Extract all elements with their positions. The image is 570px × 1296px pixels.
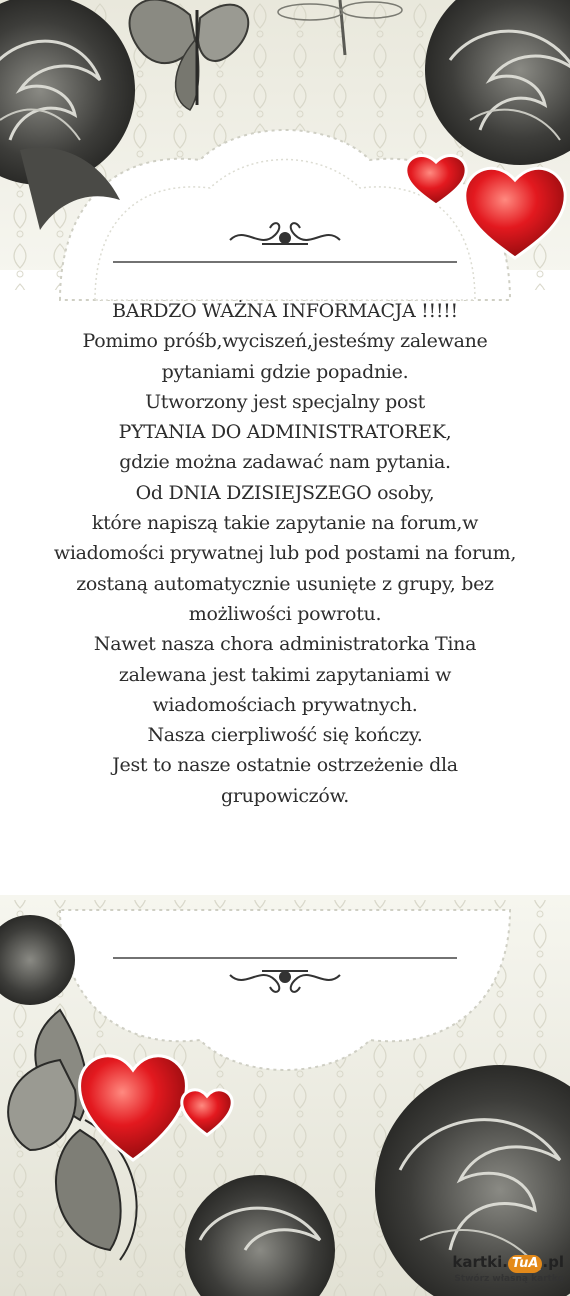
logo-brand: [452, 1252, 564, 1273]
message-text: [20, 296, 550, 811]
message-line: pytaniami gdzie popadnie.: [161, 360, 409, 383]
message-line: grupowiczów.: [221, 784, 349, 807]
logo-brand-text: kartki.: [452, 1253, 508, 1271]
message-line: gdzie można zadawać nam pytania.: [119, 451, 451, 474]
message-line: wiadomościach prywatnych.: [152, 693, 418, 716]
message-line: Utworzony jest specjalny post: [145, 390, 425, 413]
message-line: Nawet nasza chora administratorka Tina: [93, 633, 477, 656]
message-line: Od DNIA DZISIEJSZEGO osoby,: [135, 481, 435, 504]
message-line: PYTANIA DO ADMINISTRATOREK,: [118, 421, 452, 444]
logo-tld: .pl: [542, 1253, 564, 1271]
logo-badge: TuA: [508, 1255, 543, 1273]
message-line: zostaną automatycznie usunięte z grupy, bez: [76, 572, 494, 595]
message-line: zalewana jest takimi zapytaniami w: [118, 663, 452, 686]
logo-tagline: Stwórz własną kartkę: [454, 1274, 564, 1284]
message-line: Nasza cierpliwość się kończy.: [147, 724, 423, 747]
message-line: które napiszą takie zapytanie na forum,w: [91, 512, 479, 535]
message-line: Pomimo próśb,wyciszeń,jesteśmy zalewane: [82, 330, 488, 353]
message-line: wiadomości prywatnej lub pod postami na forum,: [53, 542, 517, 565]
message-line: możliwości powrotu.: [188, 602, 382, 625]
message-line: Jest to nasze ostatnie ostrzeżenie dla: [112, 754, 458, 777]
kartki-logo[interactable]: [452, 1252, 564, 1290]
message-line: BARDZO WAŻNA INFORMACJA !!!!!: [112, 300, 458, 322]
